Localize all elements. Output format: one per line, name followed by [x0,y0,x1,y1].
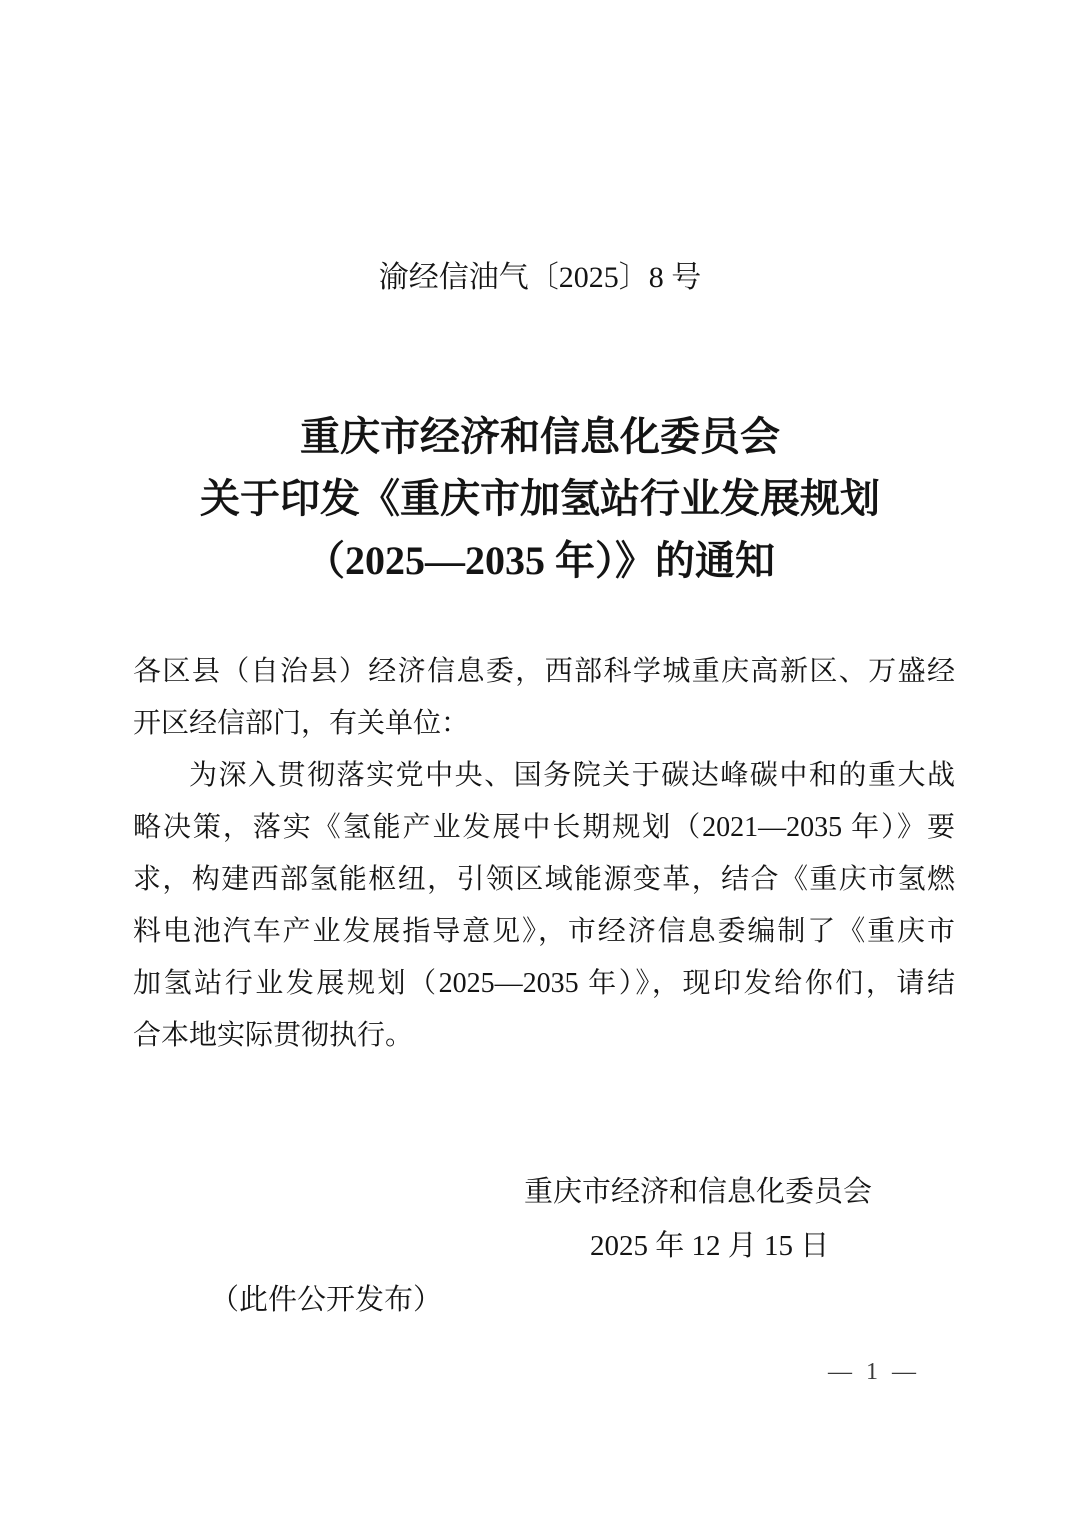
body-line: 各区县（自治县）经济信息委，西部科学城重庆高新区、万盛经 [133,656,955,687]
body-line: 求，构建西部氢能枢纽，引领区域能源变革，结合《重庆市氢燃 [133,864,955,895]
page-number: — 1 — [828,1359,920,1385]
document-body [133,646,955,1062]
title-line-2: 关于印发《重庆市加氢站行业发展规划 [200,476,880,521]
body-line: 加氢站行业发展规划（2025—2035 年）》，现印发给你们，请结 [133,968,955,999]
body-line: 料电池汽车产业发展指导意见》，市经济信息委编制了《重庆市 [133,916,955,947]
body-line: 略决策，落实《氢能产业发展中长期规划（2021—2035 年）》要 [133,812,955,843]
signature-organization: 重庆市经济和信息化委员会 [524,1176,873,1208]
public-release-note: （此件公开发布） [210,1284,443,1316]
title-line-3: （2025—2035 年）》的通知 [305,538,775,583]
body-line: 开区经信部门，有关单位： [133,708,470,739]
signature-date: 2025 年 12 月 15 日 [590,1230,830,1262]
document-number: 渝经信油气〔2025〕8 号 [378,261,702,294]
title-line-1: 重庆市经济和信息化委员会 [300,414,780,459]
body-line: 合本地实际贯彻执行。 [133,1020,414,1051]
document-title [0,406,1080,592]
body-line: 为深入贯彻落实党中央、国务院关于碳达峰碳中和的重大战 [189,760,955,791]
